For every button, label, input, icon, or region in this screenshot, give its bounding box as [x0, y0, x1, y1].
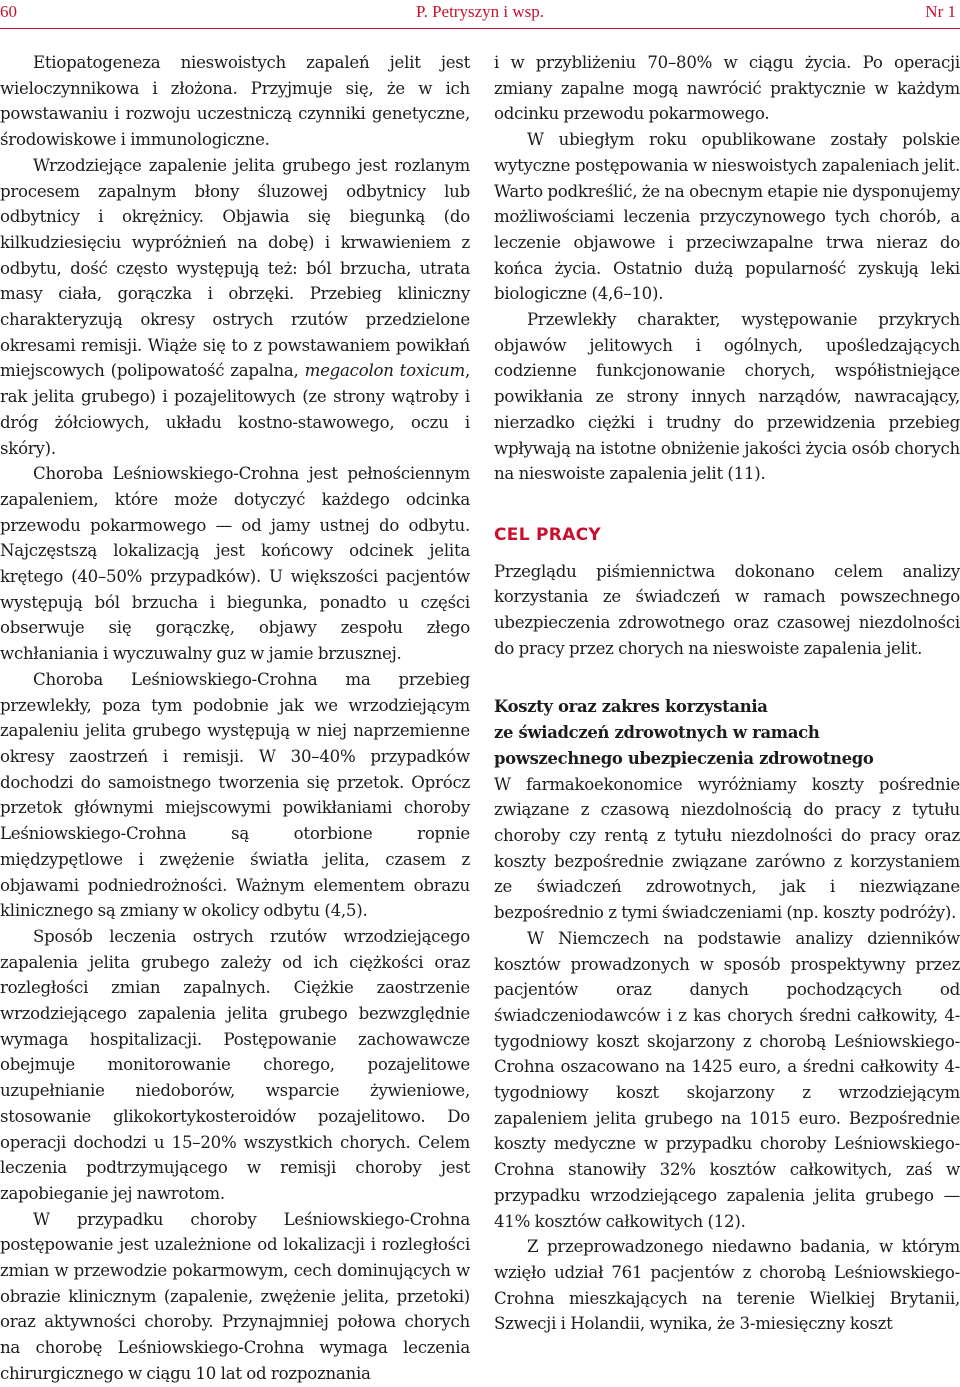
right-column: [494, 50, 960, 1337]
uc-text: Wrzodziejące zapalenie jelita grubego jest rozlanym procesem zapalnym błony śluzowej odbytnicy lub odbytnicy i okrężnicy. Objawia się biegunką (do kilkudziesięciu wypróżnień na dobę) i krwawieniem z odbytu, dość często występują też: ból brzucha, utrata masy ciała, gorączka i obrzęki. Przebieg kliniczny charakteryzują okresy ostrych rzutów przedzielone okresami remisji. Wiąże się to z powstawaniem powikłań miejscowych (polipowatość zapalna,: [0, 155, 470, 381]
paragraph-guidelines: W ubiegłym roku opublikowane zostały polskie wytyczne postępowania w nieswoistych zapaleniach jelit. Warto podkreślić, że na obecnym etapie nie dysponujemy możliwościami leczenia przyczynowego tych chorób, a leczenie objawowe i przeciwzapalne trwa nieraz do końca życia. Ostatnio dużą popularność zyskują leki biologiczne (4,6–10).: [494, 130, 960, 304]
section-heading-cel-pracy: CEL PRACY: [494, 524, 602, 545]
subheading-line-2: ze świadczeń zdrowotnych w ramach: [494, 723, 820, 743]
running-authors: P. Petryszyn i wsp.: [416, 2, 544, 21]
paragraph-crohn-course: Choroba Leśniowskiego-Crohna ma przebieg przewlekły, poza tym podobnie jak we wrzodziejącym zapaleniu jelita grubego występują w niej naprzemienne okresy zaostrzeń i remisji. W 30–40% przypadków dochodzi do samoistnego tworzenia się przetok. Oprócz przetok głównymi miejscowymi powikłaniami choroby Leśniowskiego-Crohna są otorbione ropnie międzypętlowe i zwężenie światła jelita, czasem z objawami podniedrożności. Ważnym elementem obrazu klinicznego są zmiany w okolicy odbytu (4,5).: [0, 669, 470, 921]
paragraph-uk-study: Z przeprowadzonego niedawno badania, w którym wzięło udział 761 pacjentów z chorobą Leśniowskiego-Crohna mieszkających na terenie Wielkiej Brytanii, Szwecji i Holandii, wynika, że 3-miesięczny koszt: [494, 1237, 960, 1334]
paragraph-germany-costs: W Niemczech na podstawie analizy dzienników kosztów prowadzonych w sposób prospektywny przez pacjentów oraz danych pochodzących od świadczeniodawców i z kas chorych średni całkowity, 4-tygodniowy koszt skojarzony z chorobą Leśniowskiego-Crohna oszacowano na 1425 euro, a średni całkowity 4-tygodniowy koszt skojarzony z wrzodziejącym zapaleniem jelita grubego na 1015 euro. Bezpośrednie koszty medyczne w przypadku choroby Leśniowskiego-Crohna stanowiły 32% kosztów całkowitych, zaś w przypadku wrzodziejącego zapalenia jelita grubego — 41% kosztów całkowitych (12).: [494, 928, 960, 1231]
paragraph-pharmacoeconomics: W farmakoekonomice wyróżniamy koszty pośrednie związane z czasową niezdolnością do pracy z tytułu choroby czy rentą z tytułu niezdolności do pracy oraz koszty bezpośrednie związane zarówno z korzystaniem ze świadczeń zdrowotnych, jak i niezwiązane bezpośrednio z tymi świadczeniami (np. koszty podróży).: [494, 774, 960, 923]
left-column: [0, 50, 470, 1387]
subheading-line-1: Koszty oraz zakres korzystania: [494, 697, 768, 717]
paragraph-quality-of-life: Przewlekły charakter, występowanie przykrych objawów jelitowych i ogólnych, upośledzających codzienne funkcjonowanie chorych, współistniejące powikłania ze strony innych narządów, nawracający, nierzadko ciężki i trudny do przewidzenia przebieg wpływają na istotne obniżenie jakości życia osób chorych na nieswoiste zapalenia jelit (11).: [494, 310, 960, 484]
uc-italic-term: megacolon toxicum: [304, 361, 465, 381]
running-header: [0, 0, 960, 30]
issue-number: Nr 1: [925, 2, 956, 21]
page-number: 60: [0, 2, 17, 21]
header-rule: [0, 28, 960, 29]
subheading-costs: [494, 694, 960, 771]
subheading-line-3: powszechnego ubezpieczenia zdrowotnego: [494, 748, 874, 768]
paragraph-crohn-disease: Choroba Leśniowskiego-Crohna jest pełnościennym zapaleniem, które może dotyczyć każdego odcinka przewodu pokarmowego — od jamy ustnej do odbytu. Najczęstszą lokalizacją jest końcowy odcinek jelita krętego (40–50% przypadków). U większości pacjentów występują ból brzucha i biegunka, ponadto u części obserwuje się gorączkę, objawy zespołu złego wchłaniania i wyczuwalny guz w jamie brzusznej.: [0, 464, 470, 664]
paragraph-uc-treatment: Sposób leczenia ostrych rzutów wrzodziejącego zapalenia jelita grubego zależy od ich ciężkości oraz rozległości zmian zapalnych. Ciężkie zaostrzenie wrzodziejącego zapalenia jelita grubego bezwzględnie wymaga hospitalizacji. Postępowanie zachowawcze obejmuje monitorowanie chorego, pozajelitowe uzupełnianie niedoborów, wsparcie żywieniowe, stosowanie glikokortykosteroidów pozajelitowo. Do operacji dochodzi u 15–20% wszystkich chorych. Celem leczenia podtrzymującego w remisji choroby jest zapobieganie jej nawrotom.: [0, 926, 470, 1203]
uc-text-tail: , rak jelita grubego) i pozajelitowych (ze strony wątroby i dróg żółciowych, układu kostno-stawowego, oczu i skóry).: [0, 361, 471, 458]
paragraph-ulcerative-colitis: [0, 153, 470, 461]
paragraph-aim: Przeglądu piśmiennictwa dokonano celem analizy korzystania ze świadczeń w ramach powszechnego ubezpieczenia zdrowotnego oraz czasowej niezdolności do pracy przez chorych na nieswoiste zapalenia jelit.: [494, 561, 960, 658]
paragraph-continuation: i w przybliżeniu 70–80% w ciągu życia. Po operacji zmiany zapalne mogą nawrócić praktycznie w każdym odcinku przewodu pokarmowego.: [494, 53, 960, 124]
paragraph-crohn-treatment: W przypadku choroby Leśniowskiego-Crohna postępowanie jest uzależnione od lokalizacji i rozległości zmian w przewodzie pokarmowym, cech dominujących w obrazie klinicznym (zapalenie, zwężenie jelita, przetoki) oraz aktywności choroby. Przynajmniej połowa chorych na chorobę Leśniowskiego-Crohna wymaga leczenia chirurgicznego w ciągu 10 lat od rozpoznania: [0, 1209, 470, 1383]
paragraph-etiopathogenesis: Etiopatogeneza nieswoistych zapaleń jelit jest wieloczynnikowa i złożona. Przyjmuje się, że w ich powstawaniu i rozwoju uczestniczą czynniki genetyczne, środowiskowe i immunologiczne.: [0, 53, 470, 150]
